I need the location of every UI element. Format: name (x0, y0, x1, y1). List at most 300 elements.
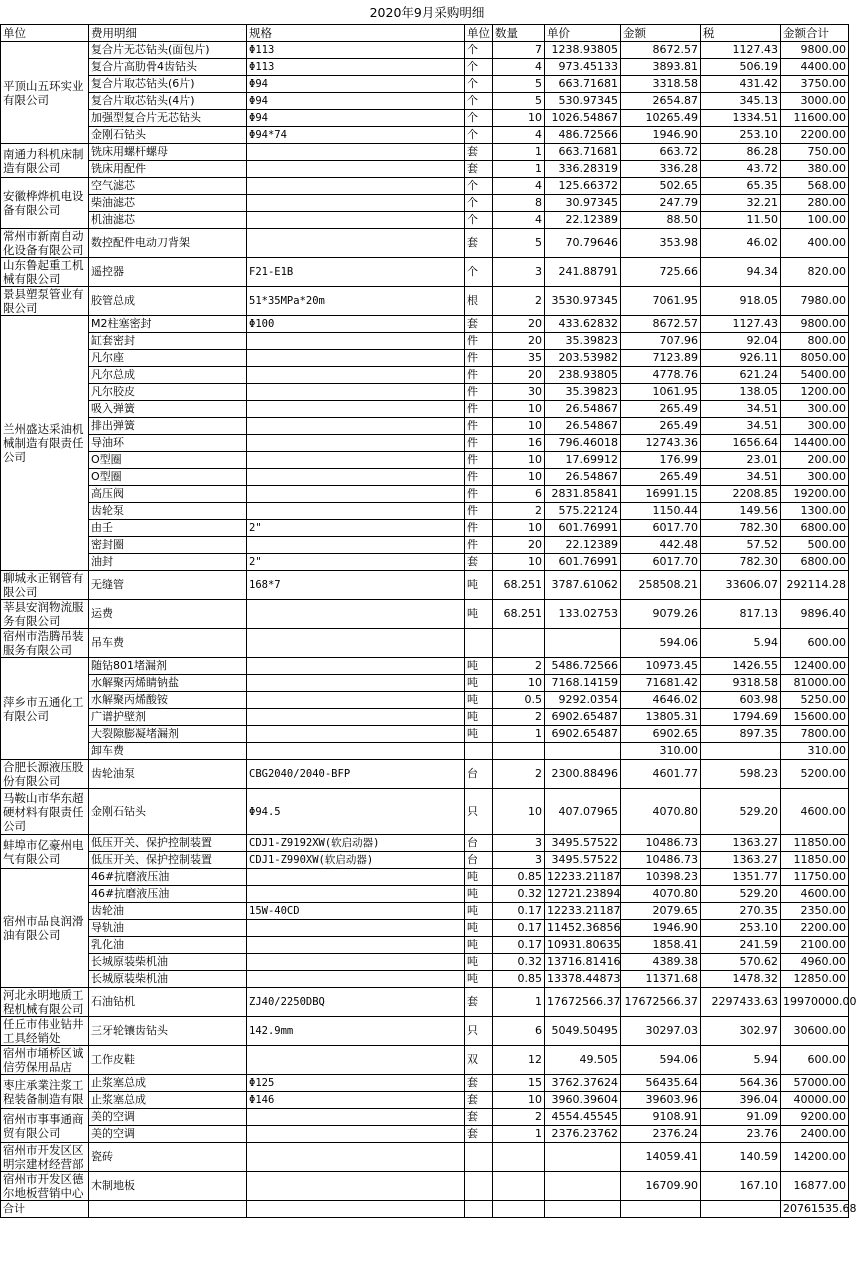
tax-cell: 46.02 (701, 229, 781, 258)
unit-cell: 吨 (465, 920, 493, 937)
table-row (1, 435, 849, 452)
table-row (1, 571, 849, 600)
total-cell: 820.00 (781, 258, 849, 287)
price-cell: 30.97345 (545, 195, 621, 212)
table-row (1, 1109, 849, 1126)
table-row (1, 93, 849, 110)
table-row (1, 954, 849, 971)
qty-cell: 3 (493, 835, 545, 852)
price-cell: 3960.39604 (545, 1092, 621, 1109)
total-cell: 380.00 (781, 161, 849, 178)
tax-cell: 149.56 (701, 503, 781, 520)
price-cell: 17672566.37 (545, 988, 621, 1017)
company-cell: 马鞍山市华东超硬材料有限责任公司 (1, 789, 89, 835)
item-cell: 齿轮油泵 (89, 760, 247, 789)
price-cell: 6902.65487 (545, 726, 621, 743)
item-cell: 46#抗磨液压油 (89, 869, 247, 886)
unit-cell: 个 (465, 59, 493, 76)
total-cell: 5400.00 (781, 367, 849, 384)
amount-cell: 265.49 (621, 469, 701, 486)
total-cell: 8050.00 (781, 350, 849, 367)
price-cell: 407.07965 (545, 789, 621, 835)
qty-cell: 5 (493, 93, 545, 110)
tax-cell: 529.20 (701, 886, 781, 903)
table-row (1, 988, 849, 1017)
amount-cell: 14059.41 (621, 1143, 701, 1172)
spec-cell (247, 161, 465, 178)
amount-cell: 1858.41 (621, 937, 701, 954)
qty-cell (493, 1143, 545, 1172)
tax-cell: 92.04 (701, 333, 781, 350)
amount-cell: 30297.03 (621, 1017, 701, 1046)
total-cell: 2200.00 (781, 127, 849, 144)
table-row (1, 869, 849, 886)
qty-cell: 4 (493, 59, 545, 76)
empty-cell (621, 1201, 701, 1218)
unit-cell: 个 (465, 258, 493, 287)
unit-cell: 吨 (465, 658, 493, 675)
empty-cell (545, 1201, 621, 1218)
spec-cell (247, 486, 465, 503)
table-row (1, 333, 849, 350)
total-cell: 5200.00 (781, 760, 849, 789)
tax-cell: 431.42 (701, 76, 781, 93)
price-cell: 13716.81416 (545, 954, 621, 971)
table-row (1, 144, 849, 161)
table-row (1, 1143, 849, 1172)
unit-cell: 套 (465, 988, 493, 1017)
header-price: 单价 (545, 25, 621, 42)
price-cell: 530.97345 (545, 93, 621, 110)
total-cell: 9800.00 (781, 42, 849, 59)
table-row (1, 401, 849, 418)
spec-cell (247, 600, 465, 629)
spec-cell (247, 954, 465, 971)
empty-cell (247, 1201, 465, 1218)
price-cell: 336.28319 (545, 161, 621, 178)
unit-cell: 个 (465, 212, 493, 229)
qty-cell: 5 (493, 76, 545, 93)
item-cell: 由壬 (89, 520, 247, 537)
amount-cell: 10486.73 (621, 835, 701, 852)
tax-cell: 253.10 (701, 127, 781, 144)
tax-cell: 1334.51 (701, 110, 781, 127)
amount-cell: 10265.49 (621, 110, 701, 127)
tax-cell (701, 743, 781, 760)
tax-cell: 43.72 (701, 161, 781, 178)
qty-cell: 1 (493, 144, 545, 161)
total-cell: 100.00 (781, 212, 849, 229)
qty-cell: 10 (493, 520, 545, 537)
unit-cell: 吨 (465, 571, 493, 600)
purchase-table (0, 24, 856, 1218)
spec-cell (247, 920, 465, 937)
header-spec: 规格 (247, 25, 465, 42)
table-row (1, 1046, 849, 1075)
amount-cell: 310.00 (621, 743, 701, 760)
price-cell: 663.71681 (545, 76, 621, 93)
table-row (1, 920, 849, 937)
amount-cell: 4070.80 (621, 886, 701, 903)
spec-cell: Φ94 (247, 76, 465, 93)
qty-cell: 0.5 (493, 692, 545, 709)
total-cell: 40000.00 (781, 1092, 849, 1109)
item-cell: 空气滤芯 (89, 178, 247, 195)
unit-cell: 吨 (465, 903, 493, 920)
table-row (1, 76, 849, 93)
total-cell: 400.00 (781, 229, 849, 258)
tax-cell: 5.94 (701, 629, 781, 658)
header-qty: 数量 (493, 25, 545, 42)
tax-cell: 1656.64 (701, 435, 781, 452)
tax-cell: 65.35 (701, 178, 781, 195)
amount-cell: 3893.81 (621, 59, 701, 76)
tax-cell: 1127.43 (701, 42, 781, 59)
table-row (1, 1017, 849, 1046)
spec-cell (247, 971, 465, 988)
price-cell: 12233.21187 (545, 903, 621, 920)
price-cell: 2376.23762 (545, 1126, 621, 1143)
amount-cell: 11371.68 (621, 971, 701, 988)
total-cell: 310.00 (781, 743, 849, 760)
price-cell: 5486.72566 (545, 658, 621, 675)
qty-cell: 10 (493, 469, 545, 486)
qty-cell: 0.17 (493, 920, 545, 937)
spec-cell (247, 452, 465, 469)
item-cell: 美的空调 (89, 1109, 247, 1126)
total-cell: 300.00 (781, 401, 849, 418)
total-cell: 6800.00 (781, 554, 849, 571)
table-row (1, 384, 849, 401)
spec-cell: 168*7 (247, 571, 465, 600)
item-cell: 加强型复合片无芯钻头 (89, 110, 247, 127)
price-cell: 4554.45545 (545, 1109, 621, 1126)
spec-cell: CDJ1-Z990XW(软启动器) (247, 852, 465, 869)
total-cell: 30600.00 (781, 1017, 849, 1046)
table-row (1, 316, 849, 333)
price-cell (545, 1172, 621, 1201)
qty-cell: 2 (493, 503, 545, 520)
unit-cell (465, 629, 493, 658)
amount-cell: 258508.21 (621, 571, 701, 600)
price-cell: 35.39823 (545, 333, 621, 350)
table-row (1, 675, 849, 692)
table-row (1, 486, 849, 503)
tax-cell: 2208.85 (701, 486, 781, 503)
amount-cell: 442.48 (621, 537, 701, 554)
price-cell: 203.53982 (545, 350, 621, 367)
amount-cell: 1150.44 (621, 503, 701, 520)
tax-cell: 167.10 (701, 1172, 781, 1201)
spec-cell (247, 178, 465, 195)
amount-cell: 725.66 (621, 258, 701, 287)
amount-cell: 1061.95 (621, 384, 701, 401)
qty-cell: 30 (493, 384, 545, 401)
spec-cell (247, 229, 465, 258)
amount-cell: 7061.95 (621, 287, 701, 316)
tax-cell: 782.30 (701, 520, 781, 537)
table-row (1, 743, 849, 760)
spec-cell: 142.9mm (247, 1017, 465, 1046)
tax-cell: 603.98 (701, 692, 781, 709)
table-row (1, 852, 849, 869)
tax-cell: 396.04 (701, 1092, 781, 1109)
item-cell: 排出弹簧 (89, 418, 247, 435)
price-cell: 22.12389 (545, 212, 621, 229)
spec-cell: 2" (247, 520, 465, 537)
company-cell: 宿州市开发区区明宗建材经营部 (1, 1143, 89, 1172)
spec-cell (247, 869, 465, 886)
amount-cell: 1946.90 (621, 920, 701, 937)
item-cell: 油封 (89, 554, 247, 571)
spec-cell (247, 886, 465, 903)
table-row (1, 658, 849, 675)
tax-cell: 138.05 (701, 384, 781, 401)
unit-cell: 吨 (465, 675, 493, 692)
empty-cell (701, 1201, 781, 1218)
price-cell (545, 743, 621, 760)
spec-cell (247, 418, 465, 435)
table-row (1, 726, 849, 743)
company-cell: 宿州市浩腾吊装服务有限公司 (1, 629, 89, 658)
amount-cell: 6902.65 (621, 726, 701, 743)
table-row (1, 1126, 849, 1143)
item-cell: 柴油滤芯 (89, 195, 247, 212)
table-row (1, 971, 849, 988)
price-cell: 486.72566 (545, 127, 621, 144)
total-cell: 7980.00 (781, 287, 849, 316)
qty-cell: 15 (493, 1075, 545, 1092)
spec-cell (247, 384, 465, 401)
item-cell: 数控配件电动刀背架 (89, 229, 247, 258)
spec-cell: Φ113 (247, 42, 465, 59)
spec-cell (247, 350, 465, 367)
company-cell: 莘县安润物流服务有限公司 (1, 600, 89, 629)
header-amount: 金额 (621, 25, 701, 42)
price-cell: 26.54867 (545, 418, 621, 435)
tax-cell: 241.59 (701, 937, 781, 954)
qty-cell: 3 (493, 852, 545, 869)
qty-cell: 35 (493, 350, 545, 367)
unit-cell: 台 (465, 852, 493, 869)
unit-cell: 件 (465, 452, 493, 469)
table-row (1, 1172, 849, 1201)
total-cell: 4960.00 (781, 954, 849, 971)
total-cell: 300.00 (781, 469, 849, 486)
tax-cell: 621.24 (701, 367, 781, 384)
item-cell: 乳化油 (89, 937, 247, 954)
spec-cell (247, 743, 465, 760)
tax-cell: 1794.69 (701, 709, 781, 726)
price-cell: 125.66372 (545, 178, 621, 195)
price-cell: 70.79646 (545, 229, 621, 258)
qty-cell: 1 (493, 988, 545, 1017)
amount-cell: 4646.02 (621, 692, 701, 709)
item-cell: 密封圈 (89, 537, 247, 554)
company-cell: 宿州市品良润滑油有限公司 (1, 869, 89, 988)
company-cell: 南通力科机床制造有限公司 (1, 144, 89, 178)
qty-cell: 2 (493, 1109, 545, 1126)
total-cell: 9800.00 (781, 316, 849, 333)
qty-cell (493, 743, 545, 760)
item-cell: 胶管总成 (89, 287, 247, 316)
unit-cell: 个 (465, 42, 493, 59)
unit-cell: 吨 (465, 937, 493, 954)
total-cell: 200.00 (781, 452, 849, 469)
qty-cell: 68.251 (493, 600, 545, 629)
table-row (1, 212, 849, 229)
tax-cell: 86.28 (701, 144, 781, 161)
amount-cell: 6017.70 (621, 554, 701, 571)
footer-row (1, 1201, 849, 1218)
item-cell: 止浆塞总成 (89, 1075, 247, 1092)
company-cell: 平顶山五环实业有限公司 (1, 42, 89, 144)
amount-cell: 13805.31 (621, 709, 701, 726)
total-cell: 4600.00 (781, 789, 849, 835)
amount-cell: 353.98 (621, 229, 701, 258)
total-cell: 57000.00 (781, 1075, 849, 1092)
unit-cell: 个 (465, 127, 493, 144)
item-cell: 广谱护壁剂 (89, 709, 247, 726)
price-cell: 2300.88496 (545, 760, 621, 789)
unit-cell: 吨 (465, 709, 493, 726)
total-cell: 9896.40 (781, 600, 849, 629)
unit-cell: 双 (465, 1046, 493, 1075)
unit-cell: 套 (465, 1075, 493, 1092)
qty-cell: 0.17 (493, 937, 545, 954)
price-cell: 241.88791 (545, 258, 621, 287)
total-cell: 750.00 (781, 144, 849, 161)
spec-cell (247, 212, 465, 229)
qty-cell: 4 (493, 127, 545, 144)
company-cell: 枣庄承業注浆工程装备制造有限 (1, 1075, 89, 1109)
price-cell: 26.54867 (545, 469, 621, 486)
price-cell: 49.505 (545, 1046, 621, 1075)
price-cell: 3495.57522 (545, 852, 621, 869)
total-cell: 800.00 (781, 333, 849, 350)
table-row (1, 350, 849, 367)
table-row (1, 937, 849, 954)
tax-cell: 918.05 (701, 287, 781, 316)
tax-cell: 529.20 (701, 789, 781, 835)
total-cell: 4600.00 (781, 886, 849, 903)
company-cell: 常州市新南自动化设备有限公司 (1, 229, 89, 258)
amount-cell: 336.28 (621, 161, 701, 178)
total-cell: 292114.28 (781, 571, 849, 600)
company-cell: 景县塑泵管业有限公司 (1, 287, 89, 316)
qty-cell: 6 (493, 1017, 545, 1046)
qty-cell (493, 1172, 545, 1201)
table-row (1, 42, 849, 59)
tax-cell: 23.01 (701, 452, 781, 469)
amount-cell: 7123.89 (621, 350, 701, 367)
unit-cell: 根 (465, 287, 493, 316)
item-cell: 导油环 (89, 435, 247, 452)
tax-cell: 34.51 (701, 401, 781, 418)
unit-cell: 吨 (465, 886, 493, 903)
header-company: 单位 (1, 25, 89, 42)
item-cell: 遥控器 (89, 258, 247, 287)
price-cell: 1238.93805 (545, 42, 621, 59)
spec-cell (247, 1172, 465, 1201)
spec-cell (247, 1126, 465, 1143)
spec-cell (247, 435, 465, 452)
total-cell: 2400.00 (781, 1126, 849, 1143)
qty-cell: 1 (493, 726, 545, 743)
unit-cell: 个 (465, 76, 493, 93)
company-cell: 聊城永正钢管有限公司 (1, 571, 89, 600)
item-cell: 水解聚丙烯酸铵 (89, 692, 247, 709)
item-cell: 水解聚丙烯睛钠盐 (89, 675, 247, 692)
total-cell: 15600.00 (781, 709, 849, 726)
spec-cell (247, 1109, 465, 1126)
item-cell: 吸入弹簧 (89, 401, 247, 418)
qty-cell: 2 (493, 287, 545, 316)
empty-cell (493, 1201, 545, 1218)
qty-cell: 10 (493, 675, 545, 692)
spec-cell: Φ94*74 (247, 127, 465, 144)
price-cell: 433.62832 (545, 316, 621, 333)
amount-cell: 10973.45 (621, 658, 701, 675)
company-cell: 宿州市埇桥区诚信劳保用品店 (1, 1046, 89, 1075)
amount-cell: 16991.15 (621, 486, 701, 503)
qty-cell: 0.85 (493, 971, 545, 988)
spec-cell: ZJ40/2250DBQ (247, 988, 465, 1017)
table-row (1, 600, 849, 629)
amount-cell: 4601.77 (621, 760, 701, 789)
header-unit: 单位 (465, 25, 493, 42)
qty-cell: 10 (493, 418, 545, 435)
tax-cell: 33606.07 (701, 571, 781, 600)
amount-cell: 6017.70 (621, 520, 701, 537)
tax-cell: 140.59 (701, 1143, 781, 1172)
tax-cell: 2297433.63 (701, 988, 781, 1017)
price-cell: 133.02753 (545, 600, 621, 629)
amount-cell: 594.06 (621, 1046, 701, 1075)
total-cell: 19200.00 (781, 486, 849, 503)
price-cell (545, 629, 621, 658)
table-row (1, 629, 849, 658)
item-cell: M2柱塞密封 (89, 316, 247, 333)
item-cell: 无缝管 (89, 571, 247, 600)
item-cell: 瓷砖 (89, 1143, 247, 1172)
company-cell: 安徽桦烨机电设备有限公司 (1, 178, 89, 229)
spec-cell: 51*35MPa*20m (247, 287, 465, 316)
unit-cell: 套 (465, 316, 493, 333)
qty-cell: 12 (493, 1046, 545, 1075)
company-cell: 宿州市事事通商贸有限公司 (1, 1109, 89, 1143)
spec-cell (247, 195, 465, 212)
spec-cell (247, 144, 465, 161)
tax-cell: 345.13 (701, 93, 781, 110)
total-cell: 7800.00 (781, 726, 849, 743)
tax-cell: 57.52 (701, 537, 781, 554)
item-cell: 低压开关、保护控制装置 (89, 835, 247, 852)
unit-cell: 套 (465, 144, 493, 161)
empty-cell (89, 1201, 247, 1218)
table-row (1, 520, 849, 537)
amount-cell: 88.50 (621, 212, 701, 229)
table-row (1, 195, 849, 212)
total-cell: 600.00 (781, 629, 849, 658)
tax-cell: 570.62 (701, 954, 781, 971)
unit-cell: 个 (465, 93, 493, 110)
unit-cell: 吨 (465, 726, 493, 743)
table-row (1, 1092, 849, 1109)
item-cell: 大裂隙膨凝堵漏剂 (89, 726, 247, 743)
unit-cell: 套 (465, 554, 493, 571)
footer-label: 合计 (1, 1201, 89, 1218)
